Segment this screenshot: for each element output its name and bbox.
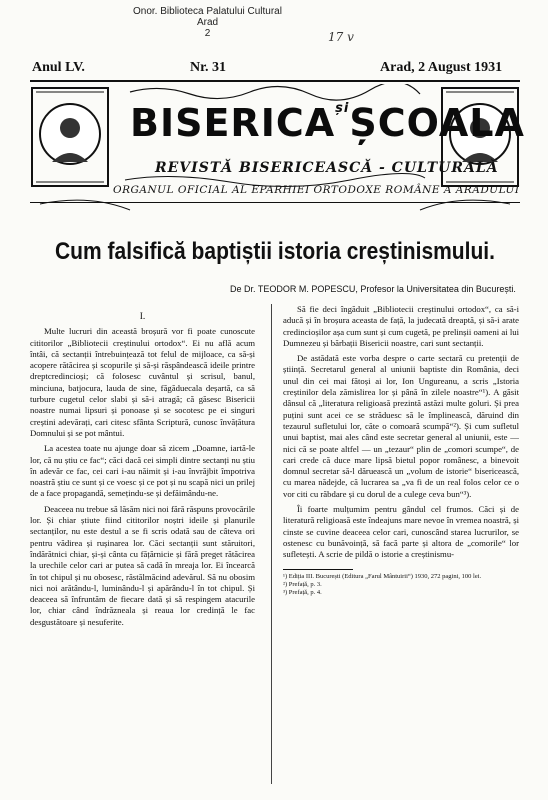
issue-number: Nr. 31 bbox=[190, 60, 227, 75]
article-title: Cum falsifică baptiștii istoria creștinismului. bbox=[55, 238, 495, 265]
right-column bbox=[283, 304, 519, 597]
issue-place-date: Arad, 2 August 1931 bbox=[380, 60, 503, 75]
issue-header bbox=[32, 60, 516, 78]
stamp-line-3: 2 bbox=[204, 28, 211, 39]
library-stamp bbox=[105, 6, 310, 39]
title-si: și bbox=[335, 101, 350, 116]
header-rule bbox=[30, 80, 520, 82]
column-divider bbox=[271, 304, 272, 784]
left-paragraph-1: Multe lucruri din această broșură vor fi poate cunoscute cititorilor „Bibliotecii creștinului ortodox“. Ei nu află acum întâi, că sectanții întrebuințează tot felul de mijloace, ca să-și acopere rătăcirea și scopurile și să-și răspândească ideile printre dreptcredincioși; că folosesc cuvântul și scrisul, banul, minciuna, batjocura, lauda de sine, făgăduecala deșartă, ca să turbure cugetul celor slabi și să-i atragă; că găsesc Bisericii noastre numai lipsuri și ponoase și se socotesc pe ei singuri creștini adevărați, cari citesc sfânta Scriptură, cunosc învățătura Domnului și se pot mântui. bbox=[30, 326, 255, 438]
masthead-subtitle: REVISTĂ BISERICEASCĂ - CULTURALĂ bbox=[155, 160, 499, 176]
left-column bbox=[30, 300, 255, 628]
stamp-line-1: Onor. Biblioteca Palatului Cultural bbox=[133, 6, 282, 17]
footnote-2: ²) Prefață, p. 3. bbox=[283, 580, 322, 588]
footnote-1: ¹) Ediția III. București (Editura „Farul Mântuirii“) 1930, 272 pagini, 100 lei. bbox=[283, 572, 482, 580]
section-number: I. bbox=[139, 312, 146, 322]
masthead-rule bbox=[30, 202, 520, 203]
masthead-organ: ORGANUL OFICIAL AL EPARHIEI ORTODOXE ROMÂNE A ARADULUI bbox=[113, 184, 520, 196]
right-paragraph-1: Să fie deci îngăduit „Bibliotecii creștinului ortodox“, ca să-i aducă și în broșura aceasta de față, la judecată dreaptă, și să-i arate credincioșilor așa cum sunt și cum cugetă, pe prelinșii oameni ai lui Dumnezeu și bărbații Bisericii noastre, cari sunt sectanții. bbox=[283, 304, 519, 348]
footnote-3: ³) Prefață, p. 4. bbox=[283, 588, 322, 596]
stamp-line-2: Arad bbox=[196, 17, 219, 28]
title-left: BISERICA bbox=[130, 101, 336, 145]
left-paragraph-3: Deaceea nu trebue să lăsăm nici noi fără răspuns provocările lor. Și chiar știute fiind cititorilor noștri ideile și planurile sectanților, nu este destul a se fi scris odată sau de câteva ori pentru vădirea și rușinarea lor. Căci sectanții sunt stăruitori, îndărătnici chiar, și-și cânta cu fățărnicie și fără preget rătăcirea la urechile celor cari ar putea să cadă în mreaja lor. Ei încearcă în tot chipul și nu obosesc, răstălmăcind adevărul. Să nu obosim nici noi arătându-l, luminându-l și apărându-l în tot chipul. Și deaceea să înfruntăm de fiecare dată și să respingem atacurile lor, chiar când îndrăzneala și reaua lor credință le fac desgustătoare și nesuferite. bbox=[30, 503, 255, 627]
handwritten-note: 17 v bbox=[328, 30, 354, 44]
left-paragraph-2: La acestea toate nu ajunge doar să zicem „Doamne, iartă-le lor, că nu știu ce fac“; căci dacă cei simpli dintre sectanți nu știu în adevăr ce fac, cei cari i-au năimit și i-au învrăjbit împotriva noastră știu ce sunt și ce voesc și ce pot și nu scapă nici un prilej de a face propagandă, semețindu-se și defăimându-ne. bbox=[30, 443, 255, 499]
footnote-rule bbox=[283, 569, 353, 570]
article-byline: De Dr. TEODOR M. POPESCU, Profesor la Universitatea din București. bbox=[230, 284, 516, 294]
right-paragraph-2: De astădată este vorba despre o carte sectară cu pretenții de știință. Secretarul general al uniunii baptiste din România, deci unul din cei mai fătoși ai lor, Ion Ungureanu, a scris „Istoria creștinilor dela zămislirea lor și până în zilele noastre“¹). A găsit dânsul că „literatura religioasă prezintă astăzi multe goluri. Și prea puțini sunt acei ce se străduesc să le împlinească, dăruind din tezaurul sufletului lor, căte o comoară scumpă“²). Și cum sufletul unui baptist, mai ales când este secretar general al uniunii, este — nici că se poate altfel — un „tezaur“ plin de „comori scumpe“, de cari crede că duce mare lipsă bietul popor românesc, a binevoit domnul secretar să-l dăruească un „volum de istorie“ bisericească, cu marea nădejde, că lucrarea sa „va fi de un real folos celor ce o vor citi cu răbdare și cu dorul de a culege ceva bun“³). bbox=[283, 353, 519, 499]
issue-year: Anul LV. bbox=[32, 60, 85, 75]
right-paragraph-3: Îi foarte mulțumim pentru gândul cel frumos. Căci și de literatură religioasă este îndeajuns mare nevoe în vremea noastră, și cinste se cuvine deaceea celor cari, cunoscând starea lucrurilor, se ostenesc cu bunăvoință, să facă parte și altora de „comorile“ lor sufletești. A scrie de pildă o istorie a creștinismu- bbox=[283, 504, 519, 560]
masthead-title bbox=[130, 101, 525, 145]
title-right: ȘCOALA bbox=[349, 101, 525, 145]
